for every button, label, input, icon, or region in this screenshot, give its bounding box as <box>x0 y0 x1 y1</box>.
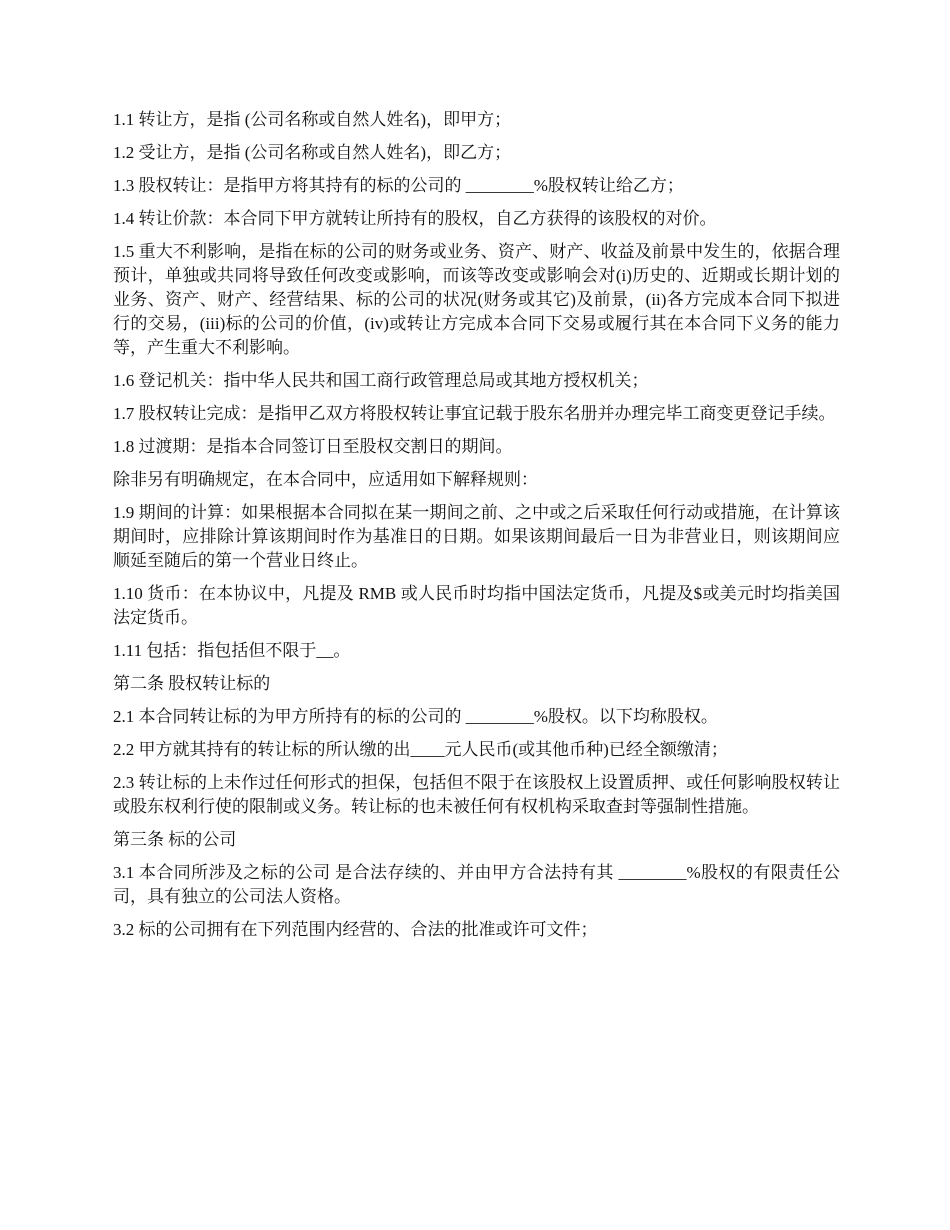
clause-1-7: 1.7 股权转让完成：是指甲乙双方将股权转让事宜记载于股东名册并办理完毕工商变更登记手续。 <box>113 404 836 423</box>
clause-2-2: 2.2 甲方就其持有的转让标的所认缴的出____元人民币(或其他币种)已经全额缴清； <box>113 740 728 759</box>
clause-1-8: 1.8 过渡期：是指本合同签订日至股权交割日的期间。 <box>113 437 513 456</box>
clause-1-6: 1.6 登记机关：指中华人民共和国工商行政管理总局或其地方授权机关； <box>113 371 649 390</box>
clause-1-9: 1.9 期间的计算：如果根据本合同拟在某一期间之前、之中或之后采取任何行动或措施，在计算该期间时，应排除计算该期间时作为基准日的日期。如果该期间最后一日为非营业日，则该期间应顺延至随后的第一个营业日终止。 <box>113 503 840 570</box>
clause-1-11: 1.11 包括：指包括但不限于__。 <box>113 641 351 660</box>
clause-1-4: 1.4 转让价款：本合同下甲方就转让所持有的股权，自乙方获得的该股权的对价。 <box>113 209 717 228</box>
clause-1-10: 1.10 货币：在本协议中，凡提及 RMB 或人民币时均指中国法定货币，凡提及$或美元时均指美国法定货币。 <box>113 584 840 627</box>
clause-1-2: 1.2 受让方，是指 (公司名称或自然人姓名)，即乙方； <box>113 143 512 162</box>
clause-1-1: 1.1 转让方，是指 (公司名称或自然人姓名)，即甲方； <box>113 110 512 129</box>
clause-1-5: 1.5 重大不利影响，是指在标的公司的财务或业务、资产、财产、收益及前景中发生的，依据合理预计，单独或共同将导致任何改变或影响，而该等改变或影响会对(i)历史的、近期或长期计划的业务、资产、财产、经营结果、标的公司的状况(财务或其它)及前景，(ii)各方完成本合同下拟进行的交易，(iii)标的公司的价值，(iv)或转让方完成本合同下交易或履行其在本合同下义务的能力等，产生重大不利影响。 <box>113 242 840 357</box>
clause-2-3: 2.3 转让标的上未作过任何形式的担保，包括但不限于在该股权上设置质押、或任何影响股权转让或股东权利行使的限制或义务。转让标的也未被任何有权机构采取查封等强制性措施。 <box>113 773 840 816</box>
clause-3-2: 3.2 标的公司拥有在下列范围内经营的、合法的批准或许可文件； <box>113 920 598 939</box>
article-2-heading: 第二条 股权转让标的 <box>113 674 271 693</box>
article-3-heading: 第三条 标的公司 <box>113 830 237 849</box>
clause-3-1: 3.1 本合同所涉及之标的公司 是合法存续的、并由甲方合法持有其 ________%股权的有限责任公司，具有独立的公司法人资格。 <box>113 863 840 906</box>
interpretation-rules-intro: 除非另有明确规定，在本合同中，应适用如下解释规则： <box>113 470 538 489</box>
document-body <box>113 108 840 951</box>
clause-1-3: 1.3 股权转让：是指甲方将其持有的标的公司的 ________%股权转让给乙方； <box>113 176 684 195</box>
clause-2-1: 2.1 本合同转让标的为甲方所持有的标的公司的 ________%股权。以下均称股权。 <box>113 707 718 726</box>
